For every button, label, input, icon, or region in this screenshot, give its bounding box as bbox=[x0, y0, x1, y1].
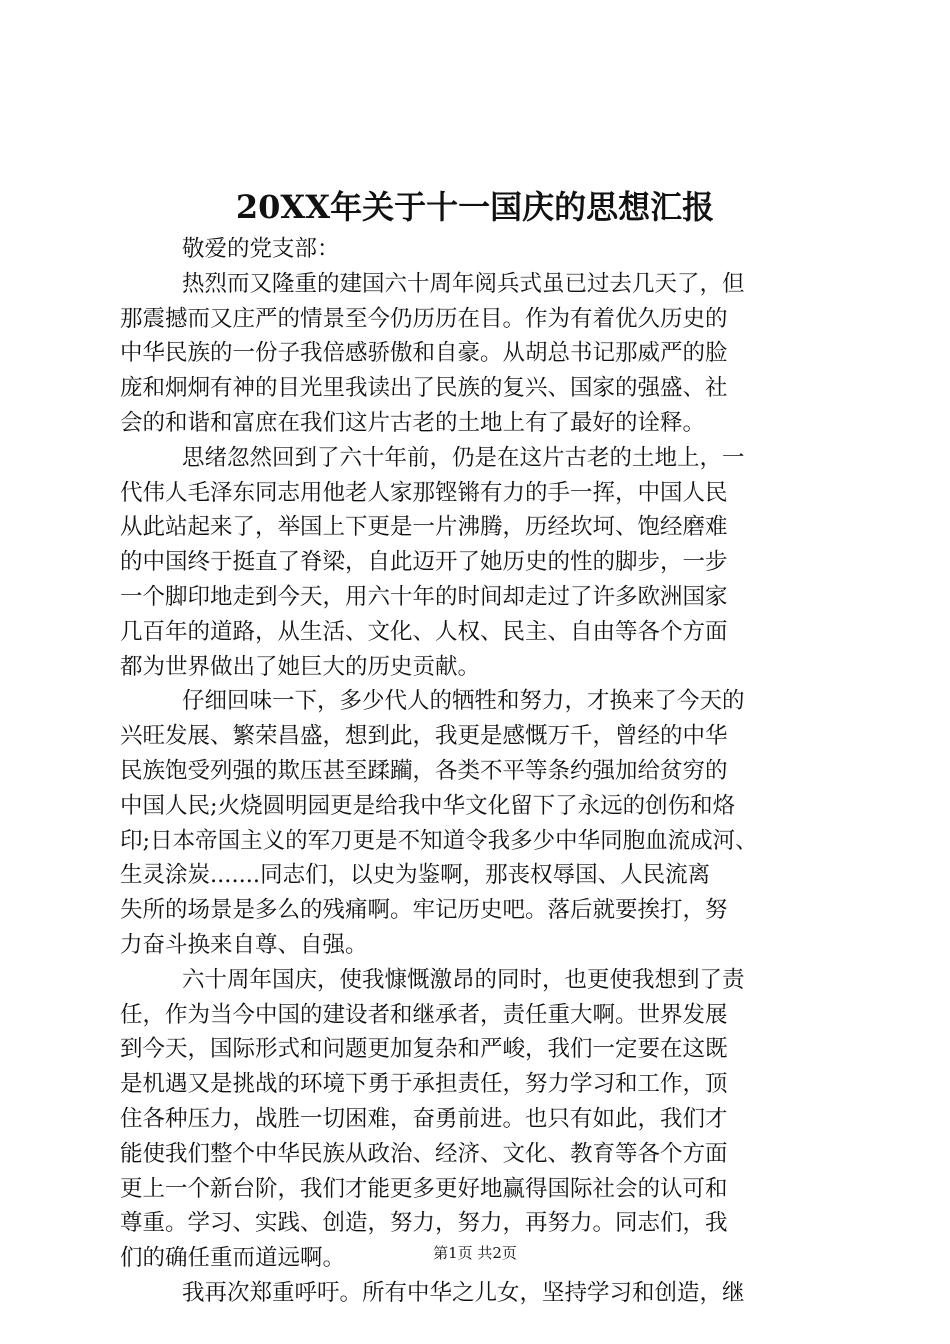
text-line: 印;日本帝国主义的军刀更是不知道令我多少中华同胞血流成河、 bbox=[120, 827, 758, 854]
text-line: 都为世界做出了她巨大的历史贡献。 bbox=[120, 653, 481, 680]
text-line: 任，作为当今中国的建设者和继承者，责任重大啊。世界发展 bbox=[120, 1001, 728, 1028]
text-line: 从此站起来了，举国上下更是一片沸腾，历经坎坷、饱经磨难 bbox=[120, 514, 728, 541]
document-body bbox=[120, 232, 840, 1311]
text-line: 几百年的道路，从生活、文化、人权、民主、自由等各个方面 bbox=[120, 618, 728, 645]
text-line: 们的确任重而道远啊。 bbox=[120, 1245, 346, 1272]
text-line: 到今天，国际形式和问题更加复杂和严峻，我们一定要在这既 bbox=[120, 1036, 728, 1063]
text-line: 更上一个新台阶，我们才能更多更好地赢得国际社会的认可和 bbox=[120, 1175, 728, 1202]
text-line: 那震撼而又庄严的情景至今仍历历在目。作为有着优久历史的 bbox=[120, 305, 728, 332]
text-line: 失所的场景是多么的残痛啊。牢记历史吧。落后就要挨打，努 bbox=[120, 897, 728, 924]
text-line: 热烈而又隆重的建国六十周年阅兵式虽已过去几天了，但 bbox=[182, 270, 745, 297]
text-line: 仔细回味一下，多少代人的牺牲和努力，才换来了今天的 bbox=[182, 688, 745, 715]
document-title: 20XX年关于十一国庆的思想汇报 bbox=[235, 188, 715, 226]
text-line: 的中国终于挺直了脊梁，自此迈开了她历史的性的脚步，一步 bbox=[120, 549, 728, 576]
text-line: 中国人民;火烧圆明园更是给我中华文化留下了永远的创伤和烙 bbox=[120, 792, 736, 819]
text-line: 六十周年国庆，使我慷慨激昂的同时，也更使我想到了责 bbox=[182, 966, 745, 993]
text-line: 我再次郑重呼吁。所有中华之儿女，坚持学习和创造，继 bbox=[182, 1279, 745, 1306]
text-line: 敬爱的党支部： bbox=[182, 236, 340, 262]
text-line: 是机遇又是挑战的环境下勇于承担责任，努力学习和工作，顶 bbox=[120, 1071, 728, 1098]
text-line: 住各种压力，战胜一切困难，奋勇前进。也只有如此，我们才 bbox=[120, 1105, 728, 1132]
text-line: 民族饱受列强的欺压甚至蹂躏，各类不平等条约强加给贫穷的 bbox=[120, 757, 728, 784]
text-line: 尊重。学习、实践、创造，努力，努力，再努力。同志们，我 bbox=[120, 1210, 728, 1237]
text-line: 能使我们整个中华民族从政治、经济、文化、教育等各个方面 bbox=[120, 1140, 728, 1167]
text-line: 会的和谐和富庶在我们这片古老的土地上有了最好的诠释。 bbox=[120, 409, 706, 436]
page-footer: 第1页 共2页 bbox=[433, 1244, 517, 1262]
text-line: 庞和炯炯有神的目光里我读出了民族的复兴、国家的强盛、社 bbox=[120, 375, 728, 402]
text-line: 力奋斗换来自尊、自强。 bbox=[120, 931, 368, 958]
text-line: 一个脚印地走到今天，用六十年的时间却走过了许多欧洲国家 bbox=[120, 583, 728, 610]
text-line: 思绪忽然回到了六十年前，仍是在这片古老的土地上，一 bbox=[182, 444, 745, 471]
text-line: 代伟人毛泽东同志用他老人家那铿锵有力的手一挥，中国人民 bbox=[120, 479, 728, 506]
text-line: 兴旺发展、繁荣昌盛，想到此，我更是感慨万千，曾经的中华 bbox=[120, 723, 728, 750]
text-line: 中华民族的一份子我倍感骄傲和自豪。从胡总书记那威严的脸 bbox=[120, 340, 728, 367]
text-line: 生灵涂炭.......同志们，以史为鉴啊，那丧权辱国、人民流离 bbox=[120, 862, 711, 889]
